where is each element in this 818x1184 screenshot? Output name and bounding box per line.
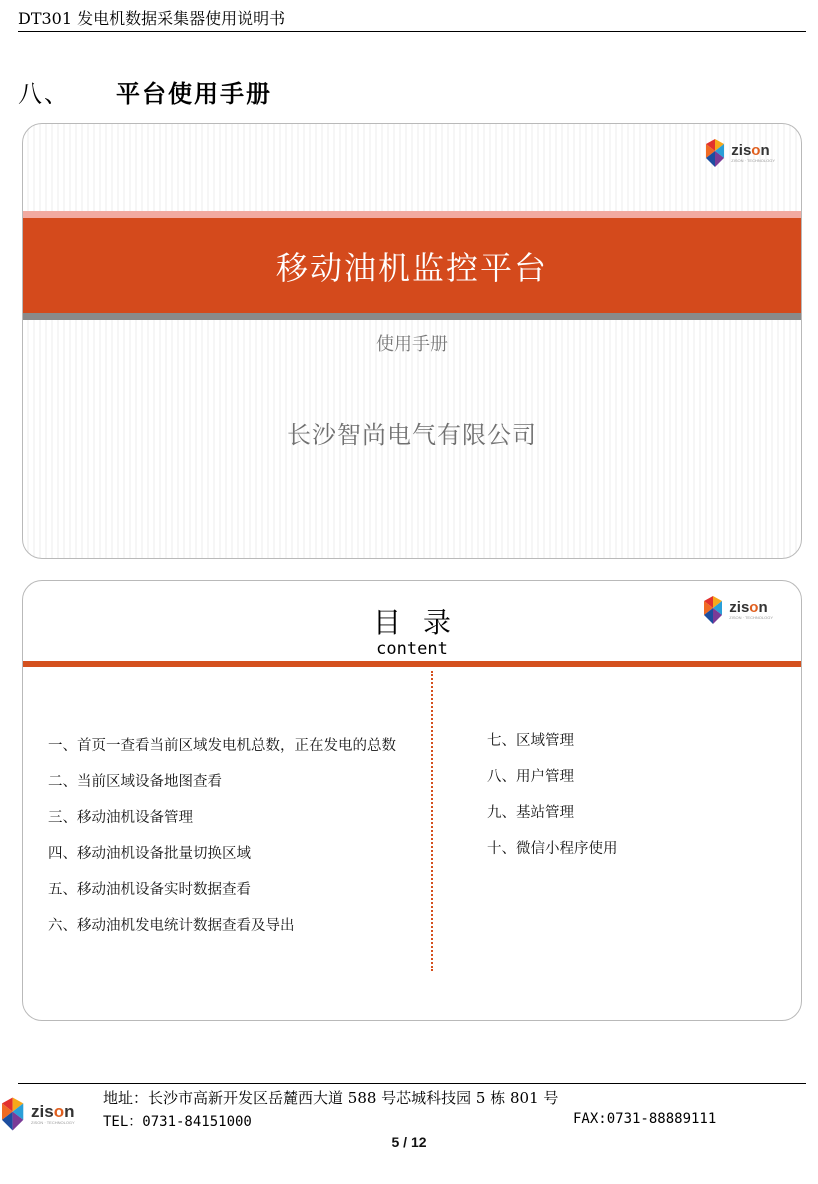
toc-item: 九、基站管理 <box>487 805 574 821</box>
footer-logo <box>2 1092 75 1136</box>
toc-subtitle: content <box>376 639 448 659</box>
zison-logo-icon <box>2 1092 28 1136</box>
document-header-title: DT301 发电机数据采集器使用说明书 <box>18 9 286 28</box>
company-name: 长沙智尚电气有限公司 <box>287 421 537 449</box>
toc-item: 四、移动油机设备批量切换区域 <box>48 846 251 862</box>
logo-tagline: ZISON · TECHNOLOGY <box>731 158 775 163</box>
title-banner <box>23 218 801 313</box>
banner-top-stripe <box>23 211 801 218</box>
cover-slide <box>22 123 802 559</box>
toc-item: 二、当前区域设备地图查看 <box>48 774 222 790</box>
section-title-text: 平台使用手册 <box>116 80 272 108</box>
footer-fax: FAX:0731-88889111 <box>573 1111 717 1127</box>
cover-subtitle: 使用手册 <box>376 334 448 355</box>
toc-left-list <box>48 728 396 944</box>
toc-item: 十、微信小程序使用 <box>487 841 618 857</box>
toc-item: 八、用户管理 <box>487 769 574 785</box>
logo-wordmark: zison <box>731 142 770 159</box>
cover-logo <box>706 136 775 170</box>
banner-bottom-stripe <box>23 313 801 320</box>
logo-wordmark: zison <box>31 1102 75 1121</box>
footer-address: 地址：长沙市高新开发区岳麓西大道 588 号芯城科技园 5 栋 801 号 <box>103 1089 559 1107</box>
toc-accent-rule <box>23 661 801 667</box>
toc-item: 七、区域管理 <box>487 733 574 749</box>
toc-column-divider <box>431 671 433 971</box>
toc-slide <box>22 580 802 1021</box>
section-number: 八、 <box>18 80 70 108</box>
toc-item: 一、首页一查看当前区域发电机总数，正在发电的总数 <box>48 738 396 754</box>
logo-tagline: ZISON · TECHNOLOGY <box>729 615 773 620</box>
toc-item: 五、移动油机设备实时数据查看 <box>48 882 251 898</box>
section-heading <box>18 74 272 109</box>
toc-title: 目录 <box>372 606 473 639</box>
toc-item: 六、移动油机发电统计数据查看及导出 <box>48 918 295 934</box>
footer-divider <box>18 1083 806 1084</box>
logo-tagline: ZISON · TECHNOLOGY <box>31 1120 75 1125</box>
zison-logo-icon <box>706 136 728 170</box>
header-divider <box>18 31 806 32</box>
toc-right-list <box>487 723 618 867</box>
toc-item: 三、移动油机设备管理 <box>48 810 193 826</box>
logo-wordmark: zison <box>729 599 768 616</box>
banner-title: 移动油机监控平台 <box>275 248 548 287</box>
page-number: 5 / 12 <box>391 1134 427 1150</box>
footer-tel: TEL：0731-84151000 <box>103 1114 252 1130</box>
